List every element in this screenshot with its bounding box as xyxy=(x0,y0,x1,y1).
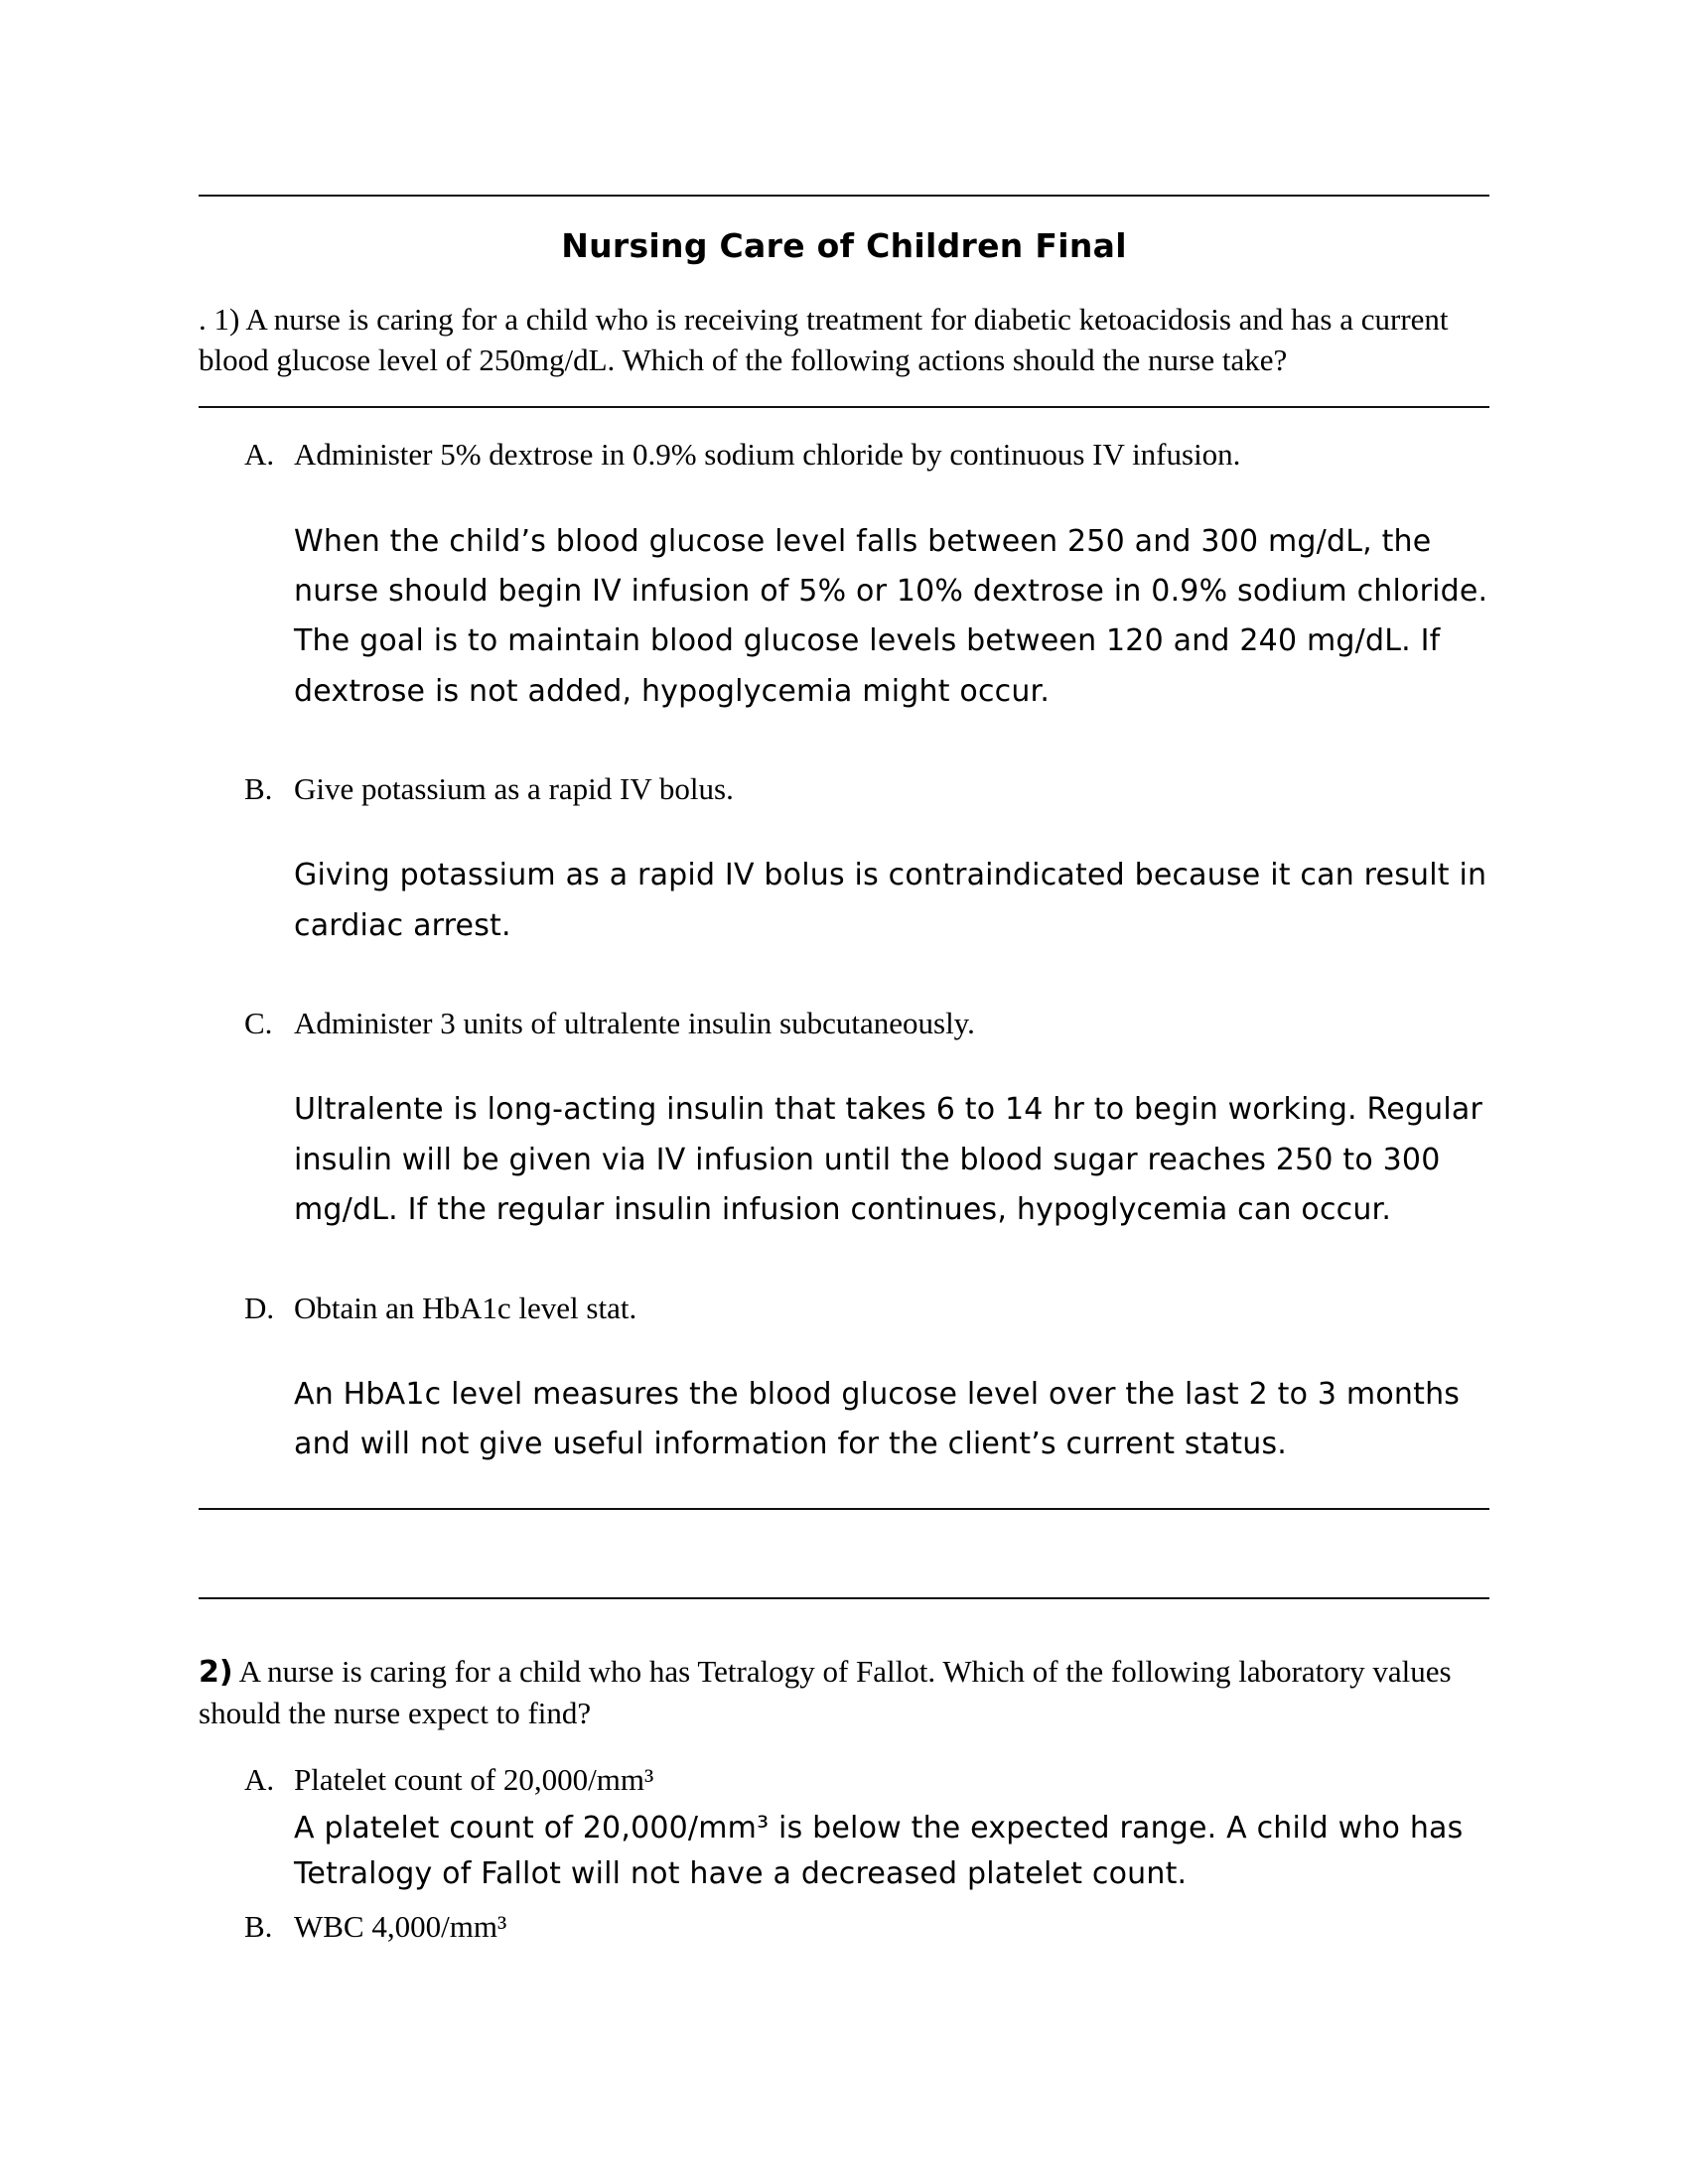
option-text: Platelet count of 20,000/mm³ xyxy=(294,1761,654,1797)
question-1-divider xyxy=(199,406,1489,408)
q1-option-c-explanation: Ultralente is long-acting insulin that takes 6 to 14 hr to begin working. Regular insulin will be given via IV infusion until the blood sugar reaches 250 to 300 mg/dL. If the regular insulin infusion continues, hypoglycemia can occur. xyxy=(294,1092,1482,1228)
question-2-body: A nurse is caring for a child who has Tetralogy of Fallot. Which of the following laboratory values should the nurse expect to find? xyxy=(199,1653,1452,1730)
top-divider xyxy=(199,195,1489,197)
option-text: Administer 3 units of ultralente insulin subcutaneously. xyxy=(294,1006,975,1041)
section-start-divider xyxy=(199,1597,1489,1599)
option-text: Administer 5% dextrose in 0.9% sodium chloride by continuous IV infusion. xyxy=(294,437,1241,473)
option-letter: B. xyxy=(244,771,273,807)
question-1-text: . 1) A nurse is caring for a child who is receiving treatment for diabetic ketoacidosis and has a current blood glucose level of 250mg/dL. Which of the following actions should the nurse take? xyxy=(199,302,1449,378)
option-letter: D. xyxy=(244,1290,275,1325)
option-letter: C. xyxy=(244,1006,273,1041)
option-letter: A. xyxy=(244,437,275,473)
q2-option-a xyxy=(244,1759,1489,1800)
q2-option-b xyxy=(244,1906,1489,1947)
option-letter: B. xyxy=(244,1908,273,1944)
q1-option-a xyxy=(244,434,1489,475)
q1-option-d-explanation: An HbA1c level measures the blood glucose level over the last 2 to 3 months and will not give useful information for the client’s current status. xyxy=(294,1376,1461,1462)
q2-option-a-explanation: A platelet count of 20,000/mm³ is below the expected range. A child who has Tetralogy of Fallot will not have a decreased platelet count. xyxy=(294,1810,1464,1892)
option-letter: A. xyxy=(244,1761,275,1797)
question-2-text xyxy=(199,1651,1489,1733)
option-text: WBC 4,000/mm³ xyxy=(294,1908,507,1944)
section-end-divider xyxy=(199,1508,1489,1510)
q1-option-b-explanation: Giving potassium as a rapid IV bolus is contraindicated because it can result in cardiac arrest. xyxy=(294,858,1487,943)
question-2-number: 2) xyxy=(199,1654,233,1690)
page-title: Nursing Care of Children Final xyxy=(561,226,1127,265)
q1-option-c xyxy=(244,1003,1489,1043)
q1-option-b xyxy=(244,768,1489,809)
q1-option-a-explanation: When the child’s blood glucose level falls between 250 and 300 mg/dL, the nurse should begin IV infusion of 5% or 10% dextrose in 0.9% sodium chloride. The goal is to maintain blood glucose levels between 120 and 240 mg/dL. If dextrose is not added, hypoglycemia might occur. xyxy=(294,523,1488,709)
option-text: Obtain an HbA1c level stat. xyxy=(294,1290,637,1325)
q1-option-d xyxy=(244,1288,1489,1328)
option-text: Give potassium as a rapid IV bolus. xyxy=(294,771,734,807)
